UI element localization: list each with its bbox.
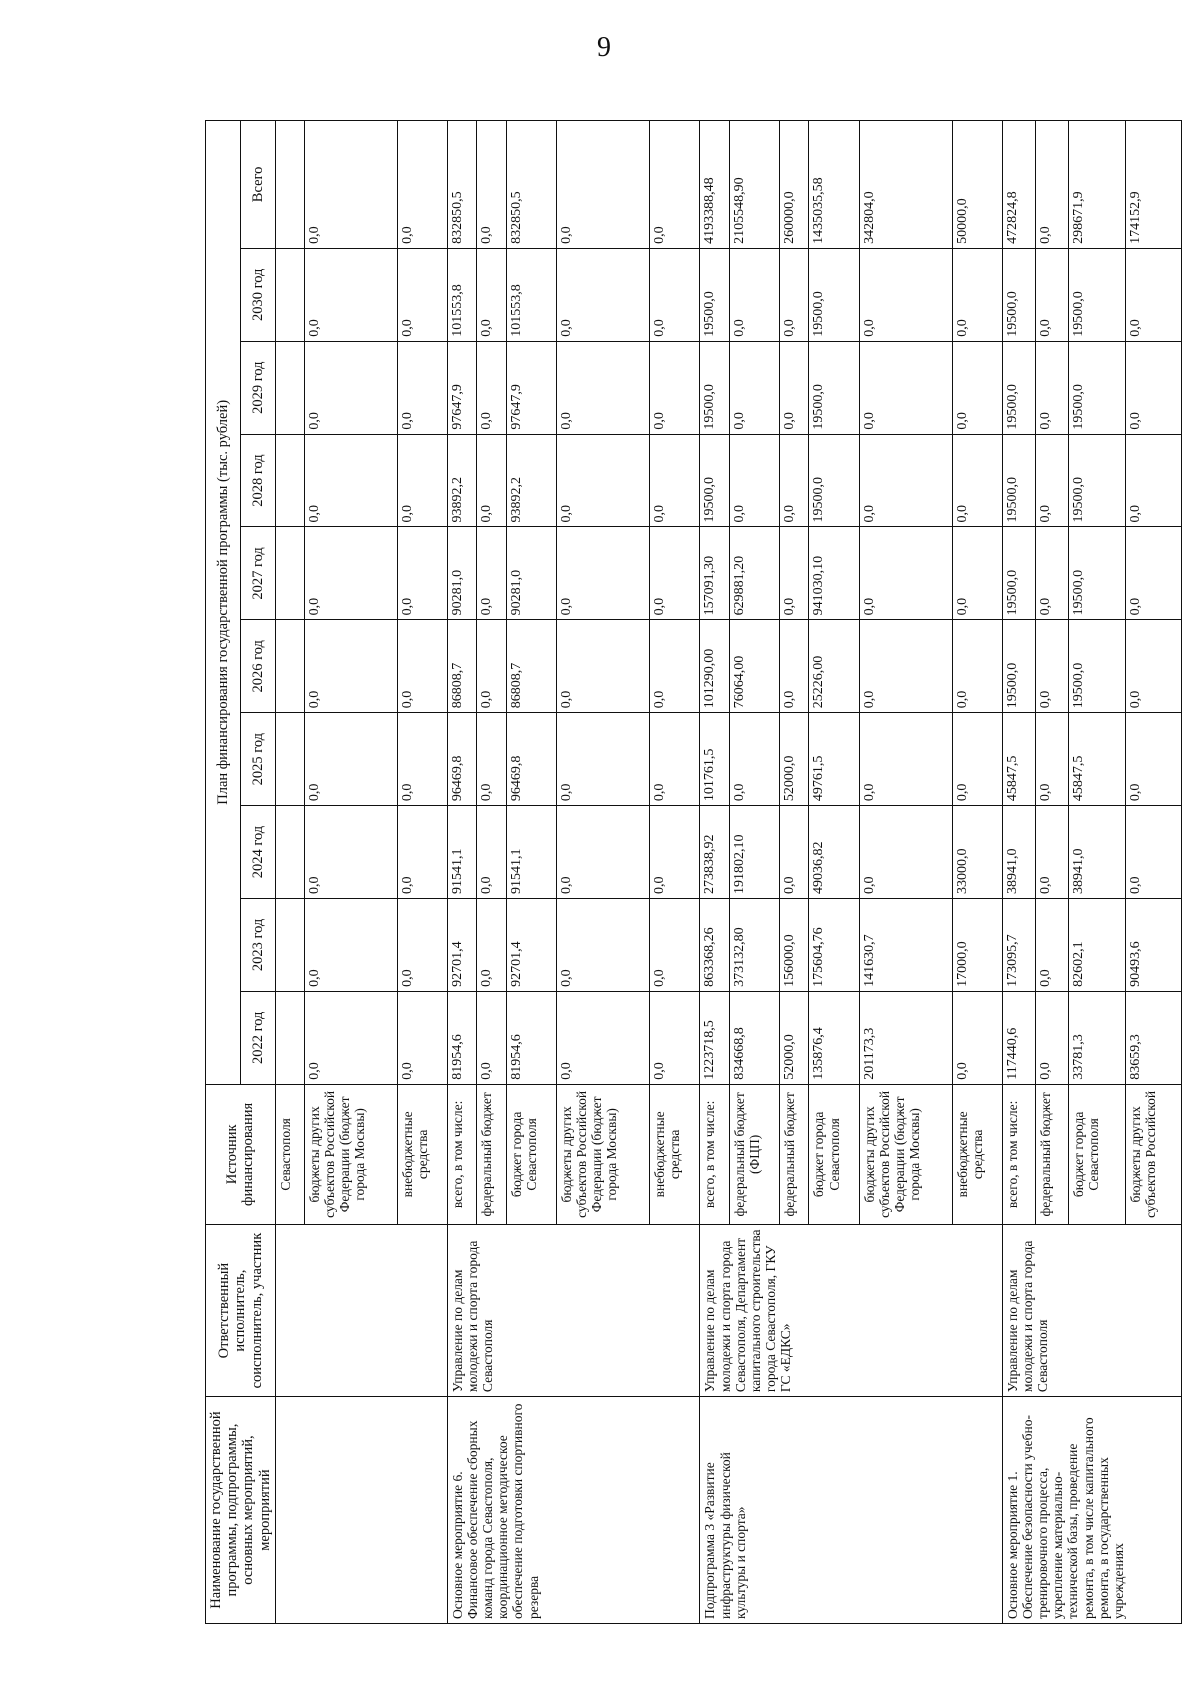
year-value-cell: 45847,5 [1069,713,1125,806]
total-cell: 2105548,90 [729,121,779,249]
year-value-cell: 0,0 [1036,527,1069,620]
year-value-cell: 0,0 [557,991,650,1084]
year-value-cell: 0,0 [304,620,397,713]
year-value-cell: 38941,0 [1003,806,1036,899]
header-plan: План финансирования государственной программы (тыс. рублей) [206,121,241,1085]
year-value-cell: 0,0 [650,898,700,991]
year-value-cell: 0,0 [477,806,506,899]
year-value-cell: 96469,8 [447,713,476,806]
year-value-cell: 0,0 [780,620,809,713]
year-value-cell: 0,0 [650,806,700,899]
year-value-cell: 101290,00 [700,620,729,713]
total-cell [275,121,304,249]
year-value-cell: 19500,0 [1003,434,1036,527]
year-value-cell: 0,0 [729,713,779,806]
year-value-cell: 0,0 [780,527,809,620]
year-value-cell: 97647,9 [447,341,476,434]
total-cell: 0,0 [304,121,397,249]
year-value-cell: 86808,7 [506,620,556,713]
header-year: 2027 год [240,527,275,620]
year-value-cell: 0,0 [650,434,700,527]
year-value-cell: 0,0 [397,806,447,899]
funding-source-cell: федеральный бюджет (ФЦП) [729,1084,779,1224]
year-value-cell: 0,0 [477,898,506,991]
year-value-cell: 0,0 [729,434,779,527]
year-value-cell: 0,0 [952,248,1002,341]
header-name: Наименование государственной программы, подпрограммы, основных мероприятий, мероприятий [206,1397,276,1624]
executor-cell: Управление по делам молодежи и спорта города Севастополя [447,1225,699,1397]
year-value-cell: 83659,3 [1125,991,1182,1084]
year-value-cell: 38941,0 [1069,806,1125,899]
program-name-cell: Подпрограмма 3 «Развитие инфраструктуры физической культуры и спорта» [700,1397,1003,1624]
year-value-cell: 19500,0 [809,434,859,527]
year-value-cell: 19500,0 [1069,434,1125,527]
year-value-cell: 19500,0 [700,341,729,434]
year-value-cell [275,434,304,527]
financing-plan-table [205,120,1182,1624]
year-value-cell: 0,0 [304,527,397,620]
total-cell: 832850,5 [506,121,556,249]
year-value-cell: 0,0 [304,991,397,1084]
header-year: 2023 год [240,898,275,991]
year-value-cell: 157091,30 [700,527,729,620]
year-value-cell: 0,0 [1036,713,1069,806]
year-value-cell: 49761,5 [809,713,859,806]
year-value-cell: 0,0 [477,527,506,620]
total-cell: 0,0 [1036,121,1069,249]
program-name-cell: Основное мероприятие 6. Финансовое обеспечение сборных команд города Севастополя, координационное методическое обеспечение подготовки спортивного резерва [447,1397,699,1624]
year-value-cell: 90281,0 [506,527,556,620]
year-value-cell: 0,0 [859,806,952,899]
funding-source-cell: бюджеты других субъектов Российской Федерации (бюджет города Москвы) [859,1084,952,1224]
year-value-cell: 82602,1 [1069,898,1125,991]
year-value-cell: 76064,00 [729,620,779,713]
financing-table-frame [205,120,1158,1624]
year-value-cell: 19500,0 [1003,620,1036,713]
year-value-cell: 0,0 [952,434,1002,527]
year-value-cell: 863368,26 [700,898,729,991]
year-value-cell: 0,0 [397,527,447,620]
year-value-cell: 81954,6 [506,991,556,1084]
year-value-cell: 0,0 [304,713,397,806]
total-cell: 0,0 [477,121,506,249]
year-value-cell: 33000,0 [952,806,1002,899]
year-value-cell: 0,0 [397,713,447,806]
year-value-cell: 0,0 [304,434,397,527]
year-value-cell: 19500,0 [1069,620,1125,713]
year-value-cell: 0,0 [557,620,650,713]
total-cell: 832850,5 [447,121,476,249]
executor-cell: Управление по делам молодежи и спорта города Севастополя, Департамент капитального строительства города Севастополя, ГКУ ГС «ЕДКС» [700,1225,1003,1397]
year-value-cell: 201173,3 [859,991,952,1084]
year-value-cell: 92701,4 [506,898,556,991]
year-value-cell: 19500,0 [809,341,859,434]
funding-source-cell: всего, в том числе: [447,1084,476,1224]
year-value-cell: 90493,6 [1125,898,1182,991]
year-value-cell: 25226,00 [809,620,859,713]
year-value-cell: 86808,7 [447,620,476,713]
table-row [1003,121,1036,1624]
year-value-cell: 0,0 [304,341,397,434]
year-value-cell: 0,0 [780,341,809,434]
funding-source-cell: внебюджетные средства [952,1084,1002,1224]
year-value-cell: 0,0 [729,248,779,341]
executor-cell [275,1225,447,1397]
funding-source-cell: бюджет города Севастополя [809,1084,859,1224]
total-cell: 342804,0 [859,121,952,249]
header-year: 2024 год [240,806,275,899]
year-value-cell: 0,0 [397,620,447,713]
funding-source-cell: внебюджетные средства [397,1084,447,1224]
year-value-cell: 0,0 [780,434,809,527]
year-value-cell: 0,0 [557,806,650,899]
year-value-cell: 141630,7 [859,898,952,991]
year-value-cell: 0,0 [650,341,700,434]
year-value-cell: 0,0 [477,991,506,1084]
year-value-cell: 0,0 [1125,620,1182,713]
funding-source-cell: федеральный бюджет [477,1084,506,1224]
year-value-cell [275,898,304,991]
rotated-landscape-table [205,120,1158,1624]
header-executor: Ответственный исполнитель, соисполнитель, участник [206,1225,276,1397]
year-value-cell: 0,0 [397,898,447,991]
year-value-cell: 0,0 [952,341,1002,434]
year-value-cell [275,248,304,341]
year-value-cell: 0,0 [859,341,952,434]
year-value-cell: 0,0 [557,248,650,341]
total-cell: 0,0 [397,121,447,249]
year-value-cell: 19500,0 [700,434,729,527]
year-value-cell: 0,0 [650,713,700,806]
year-value-cell: 0,0 [780,806,809,899]
total-cell: 0,0 [650,121,700,249]
year-value-cell: 0,0 [557,898,650,991]
year-value-cell: 33781,3 [1069,991,1125,1084]
year-value-cell: 0,0 [557,341,650,434]
year-value-cell: 81954,6 [447,991,476,1084]
funding-source-cell: всего, в том числе: [1003,1084,1036,1224]
year-value-cell: 19500,0 [1003,248,1036,341]
total-cell: 50000,0 [952,121,1002,249]
year-value-cell: 0,0 [859,713,952,806]
year-value-cell: 0,0 [859,527,952,620]
year-value-cell: 0,0 [397,341,447,434]
year-value-cell: 19500,0 [1069,341,1125,434]
funding-source-cell: федеральный бюджет [780,1084,809,1224]
year-value-cell: 52000,0 [780,991,809,1084]
year-value-cell: 101553,8 [447,248,476,341]
funding-source-cell: бюджет города Севастополя [506,1084,556,1224]
year-value-cell: 373132,80 [729,898,779,991]
funding-source-cell: бюджеты других субъектов Российской Федерации (бюджет города Москвы) [557,1084,650,1224]
year-value-cell: 0,0 [1036,991,1069,1084]
year-value-cell: 0,0 [1125,806,1182,899]
year-value-cell: 91541,1 [447,806,476,899]
year-value-cell: 97647,9 [506,341,556,434]
year-value-cell [275,806,304,899]
program-name-cell [275,1397,447,1624]
total-cell: 298671,9 [1069,121,1125,249]
year-value-cell: 0,0 [952,713,1002,806]
year-value-cell: 0,0 [952,991,1002,1084]
header-year: 2029 год [240,341,275,434]
year-value-cell: 135876,4 [809,991,859,1084]
year-value-cell: 0,0 [304,248,397,341]
year-value-cell: 0,0 [1125,341,1182,434]
year-value-cell: 0,0 [859,434,952,527]
year-value-cell: 0,0 [477,713,506,806]
year-value-cell: 0,0 [397,248,447,341]
header-year: 2025 год [240,713,275,806]
year-value-cell: 941030,10 [809,527,859,620]
year-value-cell: 0,0 [650,991,700,1084]
year-value-cell: 0,0 [304,898,397,991]
funding-source-cell: бюджеты других субъектов Российской [1125,1084,1182,1224]
executor-cell: Управление по делам молодежи и спорта города Севастополя [1003,1225,1182,1397]
year-value-cell: 19500,0 [700,248,729,341]
header-year: 2026 год [240,620,275,713]
year-value-cell: 0,0 [477,620,506,713]
year-value-cell [275,341,304,434]
total-cell: 260000,0 [780,121,809,249]
year-value-cell: 0,0 [1036,620,1069,713]
year-value-cell: 0,0 [397,434,447,527]
year-value-cell: 93892,2 [447,434,476,527]
year-value-cell: 45847,5 [1003,713,1036,806]
year-value-cell: 101553,8 [506,248,556,341]
year-value-cell: 101761,5 [700,713,729,806]
year-value-cell: 156000,0 [780,898,809,991]
year-value-cell: 19500,0 [1003,341,1036,434]
year-value-cell: 52000,0 [780,713,809,806]
header-year: 2028 год [240,434,275,527]
year-value-cell: 191802,10 [729,806,779,899]
year-value-cell: 173095,7 [1003,898,1036,991]
year-value-cell: 0,0 [729,341,779,434]
funding-source-cell: всего, в том числе: [700,1084,729,1224]
year-value-cell: 0,0 [952,620,1002,713]
year-value-cell: 0,0 [557,713,650,806]
total-cell: 1435035,58 [809,121,859,249]
year-value-cell: 0,0 [477,248,506,341]
year-value-cell: 0,0 [1036,806,1069,899]
year-value-cell: 0,0 [650,248,700,341]
program-name-cell: Основное мероприятие 1. Обеспечение безопасности учебно-тренировочного процесса, укрепление материально-технической базы, проведение ремонта, в том числе капитального ремонта, в государственных учреждениях [1003,1397,1182,1624]
total-cell: 174152,9 [1125,121,1182,249]
year-value-cell: 0,0 [557,434,650,527]
year-value-cell: 19500,0 [1003,527,1036,620]
year-value-cell: 0,0 [304,806,397,899]
table-row [275,121,304,1624]
year-value-cell: 1223718,5 [700,991,729,1084]
year-value-cell: 0,0 [477,341,506,434]
table-row [447,121,476,1624]
total-cell: 4193388,48 [700,121,729,249]
year-value-cell: 0,0 [1125,527,1182,620]
year-value-cell: 0,0 [650,527,700,620]
year-value-cell: 0,0 [952,527,1002,620]
year-value-cell: 834668,8 [729,991,779,1084]
year-value-cell: 629881,20 [729,527,779,620]
year-value-cell: 0,0 [1036,898,1069,991]
funding-source-cell: бюджеты других субъектов Российской Федерации (бюджет города Москвы) [304,1084,397,1224]
year-value-cell: 96469,8 [506,713,556,806]
year-value-cell: 92701,4 [447,898,476,991]
year-value-cell: 175604,76 [809,898,859,991]
table-body [275,121,1182,1624]
year-value-cell: 117440,6 [1003,991,1036,1084]
year-value-cell: 0,0 [1036,341,1069,434]
year-value-cell [275,991,304,1084]
table-row [700,121,729,1624]
funding-source-cell: Севастополя [275,1084,304,1224]
total-cell: 472824,8 [1003,121,1036,249]
year-value-cell: 0,0 [557,527,650,620]
year-value-cell: 273838,92 [700,806,729,899]
year-value-cell: 17000,0 [952,898,1002,991]
year-value-cell [275,620,304,713]
year-value-cell: 19500,0 [1069,248,1125,341]
year-value-cell: 0,0 [1125,248,1182,341]
total-cell: 0,0 [557,121,650,249]
header-year: 2030 год [240,248,275,341]
year-value-cell: 0,0 [1125,713,1182,806]
year-value-cell: 0,0 [859,248,952,341]
funding-source-cell: бюджет города Севастополя [1069,1084,1125,1224]
year-value-cell: 0,0 [1036,434,1069,527]
header-source: Источник финансирования [206,1084,276,1224]
year-value-cell: 0,0 [477,434,506,527]
year-value-cell: 0,0 [397,991,447,1084]
page-number: 9 [597,32,611,63]
year-value-cell: 49036,82 [809,806,859,899]
year-value-cell: 0,0 [1036,248,1069,341]
year-value-cell: 91541,1 [506,806,556,899]
year-value-cell: 19500,0 [1069,527,1125,620]
year-value-cell: 0,0 [650,620,700,713]
year-value-cell: 0,0 [780,248,809,341]
header-total: Всего [240,121,275,249]
year-value-cell: 93892,2 [506,434,556,527]
funding-source-cell: федеральный бюджет [1036,1084,1069,1224]
funding-source-cell: внебюджетные средства [650,1084,700,1224]
year-value-cell [275,713,304,806]
year-value-cell: 90281,0 [447,527,476,620]
header-year: 2022 год [240,991,275,1084]
year-value-cell [275,527,304,620]
year-value-cell: 0,0 [859,620,952,713]
year-value-cell: 19500,0 [809,248,859,341]
year-value-cell: 0,0 [1125,434,1182,527]
